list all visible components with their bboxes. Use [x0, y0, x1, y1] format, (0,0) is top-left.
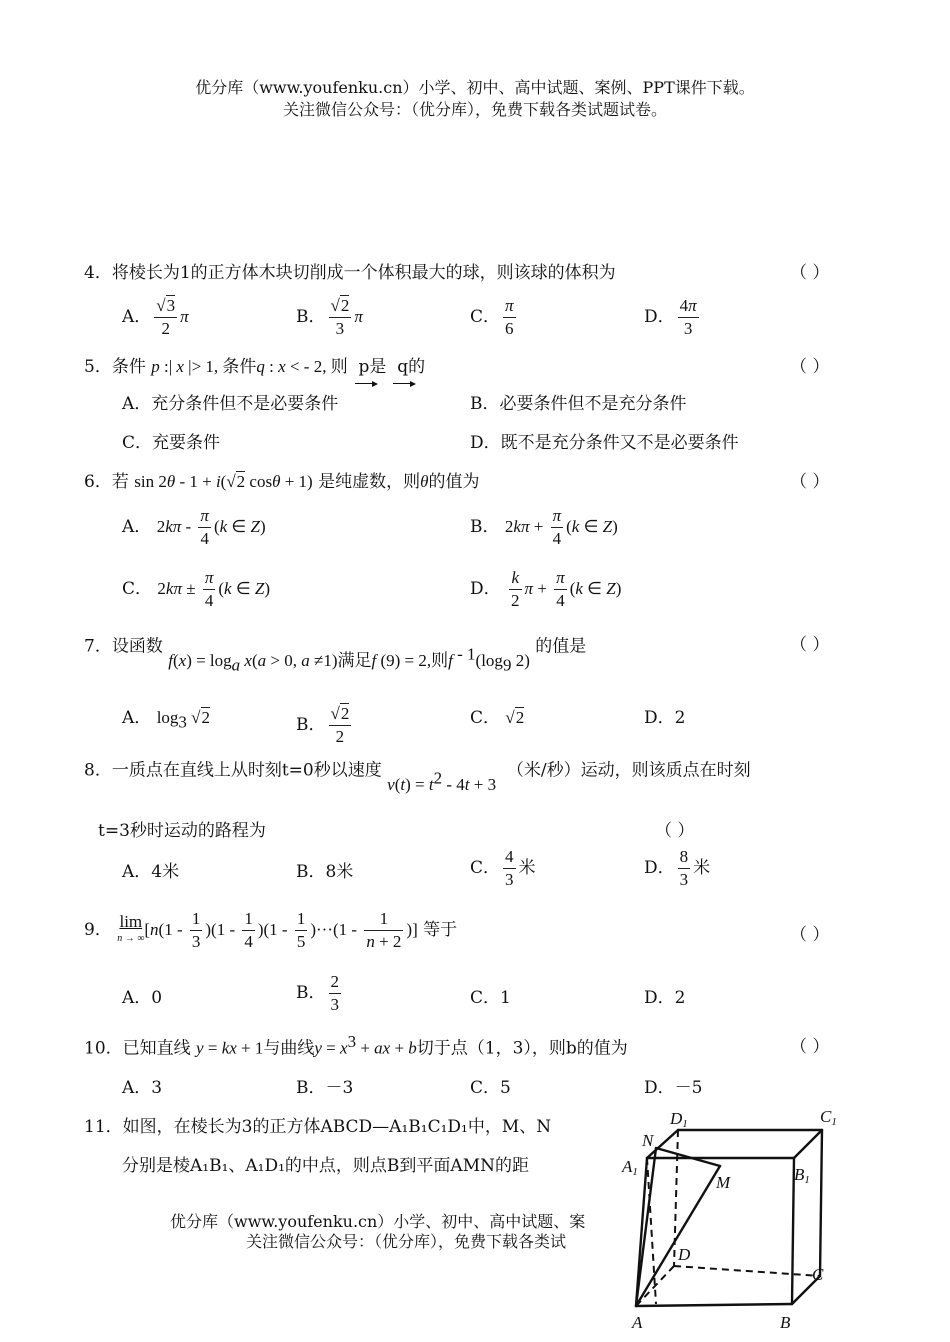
q8-line-2: t=3秒时运动的路程为 [98, 821, 266, 841]
label-a: A [632, 1313, 643, 1332]
q11-line-2: 分别是棱A₁B₁、A₁D₁的中点，则点B到平面AMN的距 [122, 1156, 529, 1176]
q4-text: 将棱长为1的正方体木块切削成一个体积最大的球，则该球的体积为 [111, 263, 616, 283]
q4-option-a: A． $\frac{√3}{2}$ π [122, 296, 189, 338]
q10-option-d: D．－5 [644, 1078, 703, 1098]
q4-answer-blank: （ ） [790, 263, 830, 283]
q6-option-b: B． 2kπ + $\frac{\pi}{4}$ (k ∈ Z) [470, 506, 618, 548]
q9-option-d: D．2 [644, 988, 686, 1008]
question-5: 5．条件 p :| x |> 1, 条件q : x < - 2, 则 p是 q的 [84, 357, 426, 377]
q7-answer-blank: （ ） [790, 635, 830, 655]
footer-line-1: 优分库（www.youfenku.cn）小学、初中、高中试题、案 [170, 1212, 586, 1231]
q4-option-b: B． $\frac{√2}{3}$ π [296, 296, 363, 338]
vector-q: q [397, 357, 409, 377]
label-c: C [812, 1265, 824, 1284]
q4-number: 4． [84, 263, 112, 283]
q8-answer-blank: （ ） [655, 821, 695, 841]
q9-option-b: B． $\frac{2}{3}$ [296, 972, 339, 1014]
header-line-1: 优分库（www.youfenku.cn）小学、初中、高中试题、案例、PPT课件下载。 [195, 78, 755, 97]
q10-option-a: A．3 [122, 1078, 163, 1098]
q6-option-a: A． 2kπ - $\frac{\pi}{4}$ (k ∈ Z) [122, 506, 266, 548]
cube-figure [620, 1108, 850, 1340]
vector-p: p [358, 357, 370, 377]
q8-option-b: B．8米 [296, 862, 354, 882]
q4-option-d: D． $\frac{4\pi}{3}$ [644, 296, 697, 338]
q10-answer-blank: （ ） [790, 1037, 830, 1057]
label-a1: A1 [622, 1157, 638, 1178]
question-4 [84, 258, 616, 283]
footer-line-2: 关注微信公众号：（优分库），免费下载各类试 [246, 1232, 567, 1251]
q5-answer-blank: （ ） [790, 357, 830, 377]
q6-option-d: D． $\frac{k}{2}$ π + $\frac{\pi}{4}$ (k ∈ Z) [470, 568, 622, 610]
q9-option-a: A．0 [122, 988, 163, 1008]
q10-option-c: C．5 [470, 1078, 511, 1098]
q4-option-c: C． $\frac{\pi}{6}$ [470, 296, 514, 338]
label-d: D [678, 1245, 691, 1264]
question-7: 7．设函数 $f(x) = \log_a x(a > 0$, a ≠1)满足f (9) = 2,则f $^{- 1}(\log_9$ 2) 的值是 [84, 636, 587, 675]
q7-option-d: D．2 [644, 708, 686, 728]
q7-option-a: A． $\log_3 √2$ [122, 708, 211, 732]
q6-answer-blank: （ ） [790, 472, 830, 492]
question-8: 8．一质点在直线上从时刻t=0秒以速度 $v(t) = t^2 - 4t + 3$ （米/秒）运动，则该质点在时刻 [84, 760, 751, 794]
label-c1: C1 [820, 1108, 837, 1128]
question-10: 10．已知直线 y = kx + 1与曲线$y = x^3$ + ax + b切于点（1，3），则b的值为 [84, 1032, 628, 1059]
label-n: N [642, 1131, 654, 1150]
header-line-2: 关注微信公众号：（优分库），免费下载各类试题试卷。 [282, 100, 667, 119]
q7-option-b: B． $\frac{√2}{2}$ [296, 704, 350, 746]
question-6: 6．若 sin 2θ - 1 + i(√2 cosθ + 1) 是纯虚数，则θ的值为 [84, 472, 480, 492]
label-b1: B1 [794, 1165, 810, 1186]
question-11: 11．如图，在棱长为3的正方体ABCD—A₁B₁C₁D₁中，M、N [84, 1117, 552, 1137]
q5-option-c: C．充要条件 [122, 433, 221, 453]
q5-option-b: B．必要条件但不是充分条件 [470, 394, 687, 414]
q7-option-c: C． √2 [470, 708, 525, 728]
label-d1: D1 [670, 1109, 688, 1130]
label-m: M [716, 1173, 731, 1192]
q9-answer-blank: （ ） [790, 925, 830, 945]
q5-option-d: D．既不是充分条件又不是必要条件 [470, 433, 739, 453]
q8-option-c: C． $\frac{4}{3}$ 米 [470, 847, 536, 889]
label-b: B [780, 1313, 791, 1332]
q8-option-d: D． $\frac{8}{3}$ 米 [644, 847, 711, 889]
q10-option-b: B．－3 [296, 1078, 354, 1098]
q9-option-c: C．1 [470, 988, 511, 1008]
q6-option-c: C． 2kπ ± $\frac{\pi}{4}$ (k ∈ Z) [122, 568, 271, 610]
question-9: 9． lim n → ∞[n(1 - $\frac{1}{3}$ )(1 - $\frac{1}{4}$ )(1 - $\frac{1}{5}$ )···(1 - $\frac{1}{n + 2}$ )] 等于 [84, 909, 458, 951]
q5-option-a: A．充分条件但不是必要条件 [122, 394, 339, 414]
q8-option-a: A．4米 [122, 862, 180, 882]
